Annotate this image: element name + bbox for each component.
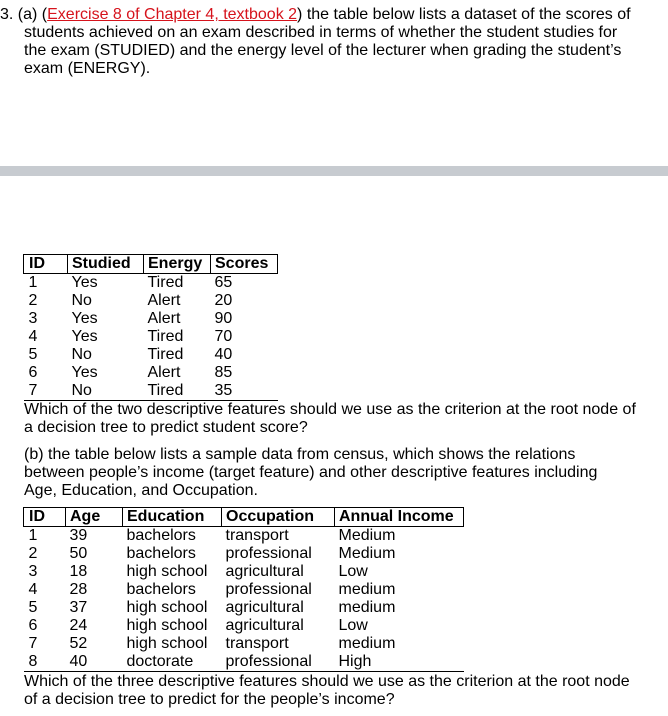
cell-id: 4	[28, 581, 38, 598]
cell-scores: 20	[214, 292, 233, 309]
cell-income: medium	[338, 635, 396, 652]
question-b-line-2: of a decision tree to predict for the people’s income?	[24, 691, 395, 708]
intro-line1-rest: ) the table below lists a dataset of the scores of	[297, 6, 631, 23]
cell-age: 50	[69, 545, 88, 562]
cell-education: high school	[126, 599, 208, 616]
cell-age: 39	[69, 527, 88, 544]
table-row	[24, 292, 278, 310]
part-b-line-2: between people’s income (target feature) and other descriptive features including	[24, 464, 598, 481]
cell-income: medium	[338, 581, 396, 598]
cell-scores: 85	[214, 364, 233, 381]
cell-id: 3	[28, 310, 38, 327]
census-table	[23, 507, 464, 672]
cell-education: bachelors	[126, 581, 196, 598]
question-intro	[0, 6, 668, 78]
cell-scores: 65	[214, 274, 233, 291]
cell-id: 8	[24, 653, 66, 672]
cell-occupation: professional	[222, 653, 335, 672]
header-occupation: Occupation	[222, 508, 335, 527]
table-header-row	[24, 255, 278, 274]
cell-energy: Tired	[144, 382, 211, 401]
question-a-line-2: a decision tree to predict student score?	[24, 419, 308, 436]
cell-studied: Yes	[71, 310, 98, 327]
table-header-row	[24, 508, 464, 527]
cell-id: 1	[28, 274, 38, 291]
question-a	[24, 401, 664, 437]
cell-scores: 35	[211, 382, 278, 401]
cell-occupation: transport	[225, 635, 289, 652]
header-studied: Studied	[68, 255, 144, 274]
cell-age: 24	[69, 617, 88, 634]
cell-energy: Tired	[147, 274, 184, 291]
question-b	[24, 673, 664, 709]
table-row	[24, 274, 278, 293]
table-row	[24, 364, 278, 382]
cell-id: 7	[24, 382, 68, 401]
header-energy: Energy	[144, 255, 211, 274]
cell-id: 4	[28, 328, 38, 345]
scores-table	[23, 254, 278, 401]
header-id: ID	[24, 508, 66, 527]
table-row	[24, 581, 464, 599]
cell-income: medium	[338, 599, 396, 616]
cell-occupation: transport	[225, 527, 289, 544]
part-b-intro	[24, 446, 664, 500]
cell-income: Low	[338, 617, 368, 634]
cell-energy: Tired	[147, 328, 184, 345]
cell-energy: Alert	[147, 292, 181, 309]
cell-education: bachelors	[126, 527, 196, 544]
cell-id: 6	[28, 364, 38, 381]
cell-education: bachelors	[126, 545, 196, 562]
cell-studied: Yes	[71, 274, 98, 291]
table-row	[24, 527, 464, 546]
header-education: Education	[123, 508, 222, 527]
table-row	[24, 653, 464, 672]
cell-education: high school	[126, 635, 208, 652]
cell-income: High	[335, 653, 464, 672]
table-row	[24, 545, 464, 563]
cell-id: 5	[28, 346, 38, 363]
cell-studied: No	[68, 382, 144, 401]
cell-occupation: agricultural	[225, 563, 304, 580]
cell-id: 7	[28, 635, 38, 652]
cell-energy: Alert	[147, 310, 181, 327]
cell-age: 28	[69, 581, 88, 598]
cell-education: doctorate	[123, 653, 222, 672]
section-divider	[0, 166, 668, 176]
cell-occupation: professional	[225, 545, 312, 562]
cell-age: 37	[69, 599, 88, 616]
cell-scores: 90	[214, 310, 233, 327]
cell-studied: Yes	[71, 328, 98, 345]
exercise-link[interactable]: Exercise 8 of Chapter 4, textbook 2	[47, 6, 298, 23]
cell-occupation: agricultural	[225, 599, 304, 616]
table-row	[24, 635, 464, 653]
cell-id: 1	[28, 527, 38, 544]
cell-energy: Tired	[147, 346, 184, 363]
intro-line-1	[0, 6, 668, 24]
question-b-line-1: Which of the three descriptive features should we use as the criterion at the root node	[24, 673, 630, 690]
table-row	[24, 617, 464, 635]
intro-line-2: students achieved on an exam described in terms of whether the student studies for	[24, 24, 618, 41]
cell-occupation: agricultural	[225, 617, 304, 634]
intro-prefix: 3. (a) (	[0, 6, 48, 23]
cell-occupation: professional	[225, 581, 312, 598]
table-row	[24, 563, 464, 581]
cell-energy: Alert	[147, 364, 181, 381]
table-row	[24, 328, 278, 346]
cell-id: 3	[28, 563, 38, 580]
cell-education: high school	[126, 617, 208, 634]
cell-scores: 40	[214, 346, 233, 363]
question-a-line-1: Which of the two descriptive features should we use as the criterion at the root node of	[24, 401, 636, 418]
header-id: ID	[24, 255, 68, 274]
part-b-line-1: (b) the table below lists a sample data from census, which shows the relations	[24, 446, 576, 463]
cell-studied: No	[71, 292, 92, 309]
cell-id: 2	[28, 292, 38, 309]
header-age: Age	[66, 508, 123, 527]
intro-line-4: exam (ENERGY).	[24, 60, 151, 77]
cell-studied: No	[71, 346, 92, 363]
cell-income: Medium	[338, 545, 396, 562]
cell-age: 52	[69, 635, 88, 652]
table-row	[24, 310, 278, 328]
cell-age: 40	[66, 653, 123, 672]
table-row	[24, 346, 278, 364]
header-annual-income: Annual Income	[335, 508, 464, 527]
intro-line-3: the exam (STUDIED) and the energy level of the lecturer when grading the student’s	[24, 42, 622, 59]
cell-age: 18	[69, 563, 88, 580]
cell-income: Medium	[338, 527, 396, 544]
cell-studied: Yes	[71, 364, 98, 381]
header-scores: Scores	[211, 255, 278, 274]
table-row	[24, 599, 464, 617]
cell-income: Low	[338, 563, 368, 580]
cell-education: high school	[126, 563, 208, 580]
table-row	[24, 382, 278, 401]
part-b-line-3: Age, Education, and Occupation.	[24, 482, 258, 499]
cell-id: 5	[28, 599, 38, 616]
cell-scores: 70	[214, 328, 233, 345]
cell-id: 2	[28, 545, 38, 562]
cell-id: 6	[28, 617, 38, 634]
